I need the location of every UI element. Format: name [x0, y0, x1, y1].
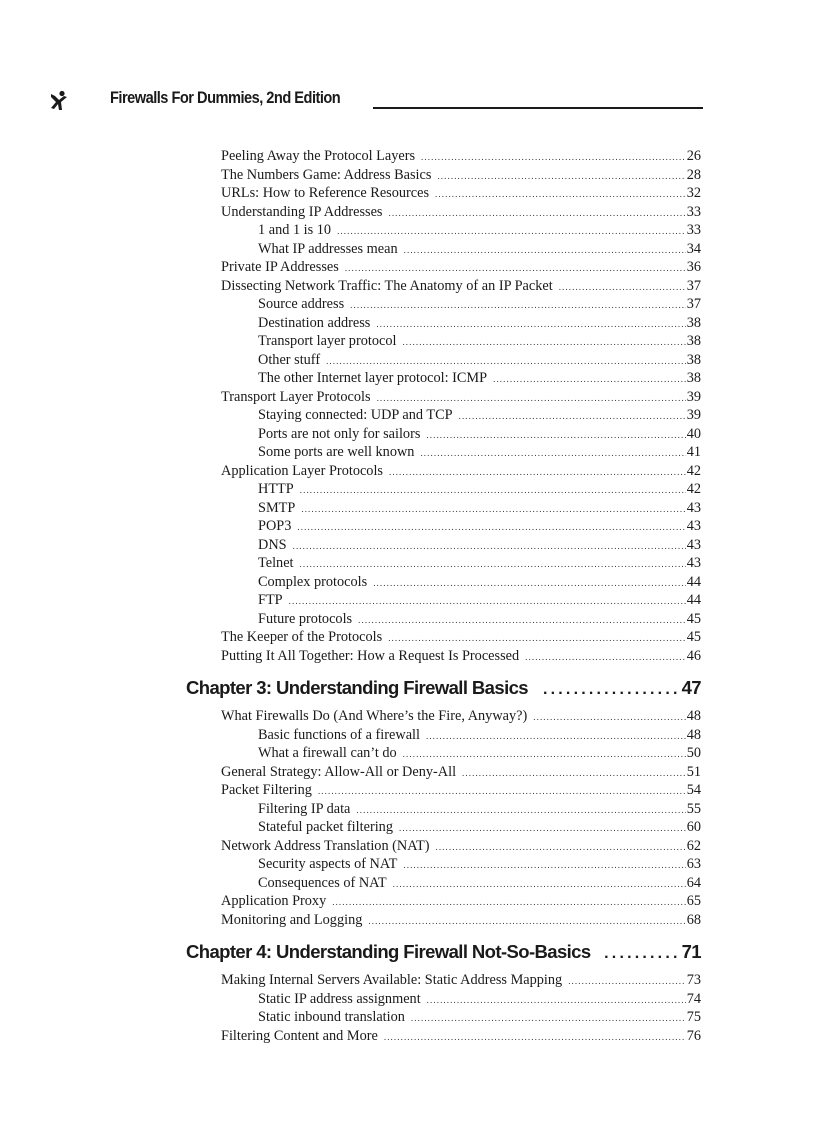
toc-section-entry	[221, 893, 701, 912]
dot-leader	[559, 282, 686, 292]
dot-leader	[368, 916, 685, 926]
toc-page-number: 43	[686, 555, 701, 571]
toc-page-number: 33	[686, 203, 701, 220]
toc-entry-title: Packet Filtering	[221, 782, 312, 798]
toc-entry-title: Network Address Translation (NAT)	[221, 837, 430, 854]
dot-leader	[377, 393, 686, 403]
toc-page-number: 45	[686, 629, 701, 645]
toc-subsection-entry	[258, 518, 701, 537]
toc-entry-title: Basic functions of a firewall	[258, 726, 420, 743]
toc-page-number: 26	[686, 148, 701, 164]
toc-subsection-entry	[258, 875, 701, 894]
toc-page-number: 62	[686, 837, 701, 854]
toc-subsection-entry	[258, 296, 701, 315]
toc-page-number: 39	[686, 407, 701, 423]
toc-page-number: 76	[686, 1027, 701, 1044]
toc-page-number: 32	[686, 185, 701, 201]
toc-page-number: 64	[686, 874, 701, 891]
toc-subsection-entry	[258, 333, 701, 352]
book-title: Firewalls For Dummies, 2nd Edition	[110, 88, 341, 107]
toc-page-number: 50	[686, 745, 701, 761]
toc-subsection-entry	[258, 222, 701, 241]
toc-subsection-entry	[258, 991, 701, 1010]
toc-entry-title: HTTP	[258, 481, 294, 497]
toc-subsection-entry	[258, 500, 701, 519]
toc-entry-title: Monitoring and Logging	[221, 911, 363, 928]
toc-page-number: 38	[686, 351, 701, 368]
toc-page-number: 34	[686, 240, 701, 257]
toc-subsection-entry	[258, 315, 701, 334]
toc-entry-title: FTP	[258, 592, 283, 608]
toc-entry-title: Other stuff	[258, 351, 321, 368]
dummies-man-logo-icon	[48, 90, 70, 112]
dot-leader	[297, 522, 685, 532]
toc-entry-title: Static IP address assignment	[258, 990, 421, 1007]
toc-entry-title: The other Internet layer protocol: ICMP	[258, 370, 488, 386]
dot-leader	[402, 337, 685, 347]
dot-leader	[403, 749, 686, 759]
toc-entry-title: Application Proxy	[221, 893, 327, 909]
toc-subsection-entry	[258, 407, 701, 426]
toc-chapter-heading	[186, 677, 701, 700]
toc-entry-title: POP3	[258, 518, 292, 534]
dot-leader	[350, 300, 686, 310]
dot-leader	[603, 945, 681, 963]
dot-leader	[373, 578, 686, 588]
table-of-contents	[0, 148, 816, 1046]
toc-page-number: 65	[686, 893, 701, 909]
toc-entry-title: Ports are not only for sailors	[258, 425, 421, 442]
toc-entry-title: Future protocols	[258, 610, 353, 627]
toc-entry-title: Static inbound translation	[258, 1009, 405, 1025]
toc-entry-title: The Numbers Game: Address Basics	[221, 166, 432, 183]
toc-entry-title: Private IP Addresses	[221, 259, 339, 275]
dot-leader	[493, 374, 686, 384]
toc-page-number: 46	[686, 647, 701, 664]
toc-section-entry	[221, 463, 701, 482]
toc-subsection-entry	[258, 352, 701, 371]
toc-entry-title: What Firewalls Do (And Where’s the Fire, Anyway?)	[221, 708, 528, 724]
toc-section-entry	[221, 629, 701, 648]
toc-section-entry	[221, 204, 701, 223]
dot-leader	[426, 731, 686, 741]
toc-subsection-entry	[258, 444, 701, 463]
toc-entry-title: Understanding IP Addresses	[221, 203, 383, 220]
dot-leader	[411, 1013, 686, 1023]
toc-entry-title: What IP addresses mean	[258, 240, 398, 257]
toc-subsection-entry	[258, 481, 701, 500]
dot-leader	[289, 596, 686, 606]
toc-subsection-entry	[258, 856, 701, 875]
toc-page-number: 51	[686, 763, 701, 780]
dot-leader	[332, 897, 685, 907]
toc-subsection-entry	[258, 537, 701, 556]
toc-entry-title: 1 and 1 is 10	[258, 222, 332, 238]
dot-leader	[388, 633, 686, 643]
toc-page-number: 28	[686, 166, 701, 183]
dot-leader	[356, 805, 685, 815]
dot-leader	[435, 842, 685, 852]
dot-leader	[568, 976, 686, 986]
toc-page-number: 38	[686, 314, 701, 331]
toc-page-number: 48	[686, 726, 701, 743]
toc-subsection-entry	[258, 727, 701, 746]
toc-entry-title: Staying connected: UDP and TCP	[258, 407, 453, 423]
running-header	[48, 88, 703, 112]
toc-page-number: 75	[686, 1009, 701, 1025]
toc-section-entry	[221, 148, 701, 167]
toc-section-entry	[221, 648, 701, 667]
dot-leader	[404, 245, 686, 255]
dot-leader	[435, 189, 686, 199]
toc-entry-title: The Keeper of the Protocols	[221, 629, 383, 645]
toc-entry-title: Telnet	[258, 555, 294, 571]
toc-entry-title: Making Internal Servers Available: Static Address Mapping	[221, 972, 563, 988]
toc-subsection-entry	[258, 555, 701, 574]
toc-section-entry	[221, 185, 701, 204]
dot-leader	[399, 823, 686, 833]
toc-section-entry	[221, 278, 701, 297]
dot-leader	[345, 263, 686, 273]
dot-leader	[337, 226, 686, 236]
toc-page-number: 43	[686, 499, 701, 516]
dot-leader	[421, 152, 686, 162]
dot-leader	[300, 485, 686, 495]
toc-page-number: 48	[686, 708, 701, 724]
toc-section-entry	[221, 389, 701, 408]
toc-page-number: 37	[686, 296, 701, 312]
toc-entry-title: Consequences of NAT	[258, 874, 387, 891]
toc-page-number: 42	[686, 462, 701, 479]
toc-page-number: 44	[686, 573, 701, 590]
toc-entry-title: Some ports are well known	[258, 444, 415, 460]
toc-entry-title: DNS	[258, 536, 287, 553]
dot-leader	[389, 467, 686, 477]
toc-page-number: 60	[686, 819, 701, 835]
toc-page-number: 41	[686, 444, 701, 460]
toc-subsection-entry	[258, 370, 701, 389]
toc-entry-title: Destination address	[258, 314, 371, 331]
toc-page-number: 74	[686, 990, 701, 1007]
header-rule	[373, 107, 703, 109]
toc-page-number: 38	[686, 333, 701, 349]
toc-section-entry	[221, 167, 701, 186]
toc-page-number: 33	[686, 222, 701, 238]
toc-section-entry	[221, 708, 701, 727]
toc-entry-title: Transport layer protocol	[258, 333, 397, 349]
toc-subsection-entry	[258, 592, 701, 611]
dot-leader	[462, 768, 686, 778]
toc-subsection-entry	[258, 745, 701, 764]
toc-page-number: 37	[686, 277, 701, 294]
toc-entry-title: Transport Layer Protocols	[221, 388, 371, 405]
toc-page-number: 38	[686, 370, 701, 386]
dot-leader	[326, 356, 686, 366]
toc-section-entry	[221, 259, 701, 278]
toc-entry-title: General Strategy: Allow-All or Deny-All	[221, 763, 457, 780]
toc-subsection-entry	[258, 611, 701, 630]
toc-page-number: 43	[686, 536, 701, 553]
toc-entry-title: Peeling Away the Protocol Layers	[221, 148, 416, 164]
toc-page-number: 43	[686, 518, 701, 534]
toc-entry-title: SMTP	[258, 499, 296, 516]
toc-page-number: 55	[686, 800, 701, 817]
toc-subsection-entry	[258, 1009, 701, 1028]
toc-entry-title: What a firewall can’t do	[258, 745, 397, 761]
toc-section-entry	[221, 972, 701, 991]
toc-section-entry	[221, 912, 701, 931]
toc-entry-title: Chapter 4: Understanding Firewall Not-So-Basics	[186, 941, 591, 962]
toc-entry-title: Source address	[258, 296, 345, 312]
toc-page-number: 73	[686, 972, 701, 988]
dot-leader	[403, 860, 685, 870]
toc-entry-title: URLs: How to Reference Resources	[221, 185, 430, 201]
dot-leader	[300, 559, 686, 569]
toc-page-number: 47	[681, 677, 701, 698]
dot-leader	[426, 430, 685, 440]
toc-page-number: 54	[686, 782, 701, 798]
toc-section-entry	[221, 764, 701, 783]
dot-leader	[420, 448, 685, 458]
toc-subsection-entry	[258, 819, 701, 838]
dot-leader	[358, 615, 686, 625]
toc-page-number: 42	[686, 481, 701, 497]
dot-leader	[540, 681, 681, 699]
toc-entry-title: Filtering IP data	[258, 800, 351, 817]
dot-leader	[388, 208, 685, 218]
toc-subsection-entry	[258, 426, 701, 445]
toc-chapter-heading	[186, 941, 701, 964]
toc-entry-title: Security aspects of NAT	[258, 856, 398, 872]
toc-page-number: 68	[686, 911, 701, 928]
toc-entry-title: Application Layer Protocols	[221, 462, 383, 479]
toc-section-entry	[221, 782, 701, 801]
toc-section-entry	[221, 838, 701, 857]
toc-entry-title: Complex protocols	[258, 573, 368, 590]
toc-page-number: 40	[686, 425, 701, 442]
dot-leader	[437, 171, 685, 181]
dot-leader	[301, 504, 685, 514]
dot-leader	[533, 712, 685, 722]
toc-page-number: 45	[686, 610, 701, 627]
dot-leader	[459, 411, 686, 421]
toc-entry-title: Chapter 3: Understanding Firewall Basics	[186, 677, 528, 698]
toc-entry-title: Putting It All Together: How a Request Is Processed	[221, 647, 520, 664]
toc-subsection-entry	[258, 801, 701, 820]
toc-page-number: 71	[681, 941, 701, 962]
dot-leader	[384, 1032, 686, 1042]
toc-page-number: 63	[686, 856, 701, 872]
toc-section-entry	[221, 1028, 701, 1047]
toc-entry-title: Filtering Content and More	[221, 1027, 378, 1044]
toc-subsection-entry	[258, 241, 701, 260]
dot-leader	[427, 995, 686, 1005]
toc-entry-title: Dissecting Network Traffic: The Anatomy of an IP Packet	[221, 277, 553, 294]
dot-leader	[376, 319, 685, 329]
toc-page-number: 39	[686, 388, 701, 405]
toc-entry-title: Stateful packet filtering	[258, 819, 393, 835]
dot-leader	[525, 652, 686, 662]
dot-leader	[318, 786, 686, 796]
toc-page-number: 44	[686, 592, 701, 608]
toc-subsection-entry	[258, 574, 701, 593]
dot-leader	[393, 879, 686, 889]
toc-page-number: 36	[686, 259, 701, 275]
dot-leader	[293, 541, 686, 551]
